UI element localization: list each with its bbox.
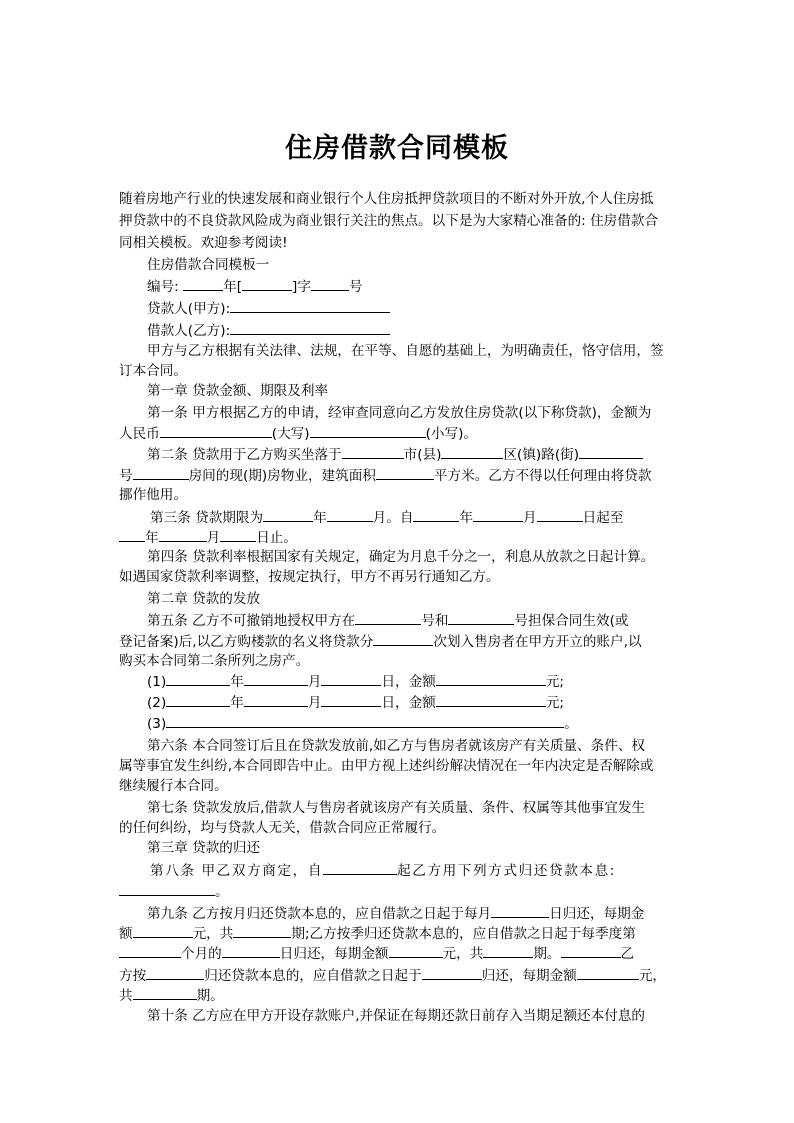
year-label-3: 年	[145, 530, 159, 546]
article-8-text-2: 起乙方用下列方式归还贷款本息:	[397, 863, 616, 879]
article-6-line-3: 继续履行本合同。	[119, 778, 228, 794]
article-2-text-3: 平方米。乙方不得以任何理由将贷款	[433, 468, 652, 484]
contract-number-line	[147, 276, 363, 297]
article-9-text-1: 第九条 乙方按月归还贷款本息的，应自借款之日起于每月	[147, 906, 492, 922]
preamble-line-2: 订本合同。	[119, 363, 187, 379]
blank-end-month[interactable]	[159, 527, 207, 542]
hao-and-label: 号和	[421, 613, 449, 629]
blank-pay3[interactable]	[166, 713, 564, 728]
blank-amount-digits[interactable]	[310, 423, 426, 438]
article-5-text-3: 登记备案)后,以乙方购楼款的名义将贷款分	[119, 634, 374, 650]
blank-county[interactable]	[441, 444, 503, 459]
article-9-line-2	[119, 923, 636, 944]
blank-term-years[interactable]	[263, 507, 313, 522]
blank-quarter-day[interactable]	[222, 943, 280, 958]
month-label-3: 月	[206, 530, 221, 546]
article-7-line-1: 第七条 贷款发放后,借款人与售房者就该房产有关质量、条件、权属等其他事宜发生	[147, 800, 646, 816]
article-1-line-1: 第一条 甲方根据乙方的申请，经审查同意向乙方发放住房贷款(以下称贷款)，金额为	[147, 405, 652, 421]
article-9-text-6: 个月的	[181, 946, 222, 962]
city-label: 市(县)	[403, 447, 442, 463]
article-8-line-1	[150, 860, 616, 881]
template-heading: 住房借款合同模板一	[147, 257, 270, 273]
blank-start-month[interactable]	[473, 507, 523, 522]
article-9-text-2: 日归还，每期金	[549, 906, 645, 922]
article-3-text: 第三条 贷款期限为	[150, 510, 264, 526]
article-9-text-10: 乙	[620, 946, 635, 962]
article-8-line-2	[119, 881, 229, 902]
month-label-2: 月	[523, 510, 537, 526]
blank-pay2-day[interactable]	[321, 692, 381, 707]
article-9-text-3: 额	[119, 926, 133, 942]
blank-amount-words[interactable]	[160, 423, 272, 438]
payment-line-3	[147, 713, 578, 734]
payment-index-2: (2)	[147, 695, 167, 711]
article-9-text-16: 期。	[196, 988, 224, 1004]
article-9-text-8: 元，共	[442, 946, 484, 962]
blank-quarter-periods[interactable]	[483, 943, 533, 958]
article-10-line-1: 第十条 乙方应在甲方开设存款账户,并保证在每期还款日前存入当期足额还本付息的	[147, 1008, 646, 1024]
bracket-text: ]字	[292, 279, 311, 295]
year-label: 年	[313, 510, 327, 526]
blank-monthly-day[interactable]	[491, 903, 549, 918]
article-5-line-1	[147, 610, 628, 631]
pay1-day-label: 日，金额	[381, 674, 436, 690]
payment-index-1: (1)	[147, 674, 167, 690]
blank-year[interactable]	[183, 276, 223, 291]
article-9-text-5: 期;乙方按季归还贷款本息的，应自借款之日起于每季度第	[291, 926, 636, 942]
borrower-label: 借款人(乙方):	[147, 323, 231, 339]
blank-location[interactable]	[342, 444, 404, 459]
lender-line	[147, 298, 390, 319]
intro-line-3: 同相关模板。欢迎参考阅读!	[119, 235, 288, 251]
article-8-end: 。	[215, 884, 229, 900]
hao-label: 号	[119, 468, 133, 484]
blank-quarter-amount[interactable]	[389, 943, 443, 958]
intro-line-1: 随着房地产行业的快速发展和商业银行个人住房抵押贷款项目的不断对外开放,个人住房抵	[119, 191, 654, 207]
lender-label: 贷款人(甲方):	[147, 301, 231, 317]
article-9-line-3	[119, 943, 634, 964]
blank-contract-2[interactable]	[448, 610, 514, 625]
borrower-line	[147, 320, 390, 341]
pay2-month-label: 月	[307, 695, 322, 711]
from-label: 日起至	[582, 510, 624, 526]
blank-area[interactable]	[376, 465, 434, 480]
blank-other-method[interactable]	[146, 965, 204, 980]
article-4-line-1: 第四条 贷款利率根据国家有关规定，确定为月息千分之一，利息从放款之日起计算。	[147, 549, 655, 565]
article-9-text-12: 归还贷款本息的，应自借款之日起于	[204, 968, 422, 984]
blank-end-year[interactable]	[119, 527, 145, 542]
article-6-line-1: 第六条 本合同签订后且在贷款发放前,如乙方与售房者就该房产有关质量、条件、权	[147, 738, 646, 754]
article-9-line-1	[147, 903, 644, 924]
pay1-year-label: 年	[230, 674, 244, 690]
payment-index-3: (3)	[147, 716, 167, 732]
article-2-text-2: 房间的现(期)房物业，建筑面积	[188, 468, 376, 484]
blank-borrower[interactable]	[230, 320, 390, 335]
year-text: 年[	[223, 279, 243, 295]
article-9-text-9: 期。	[533, 946, 561, 962]
blank-room[interactable]	[133, 465, 189, 480]
article-1-line-2	[119, 423, 477, 444]
blank-start-day[interactable]	[537, 507, 583, 522]
blank-end-day[interactable]	[220, 527, 256, 542]
article-9-text-4: 元，共	[192, 926, 234, 942]
article-5-text: 第五条 乙方不可撤销地授权甲方在	[147, 613, 356, 629]
article-3-line-2	[119, 527, 297, 548]
article-5-line-3: 购买本合同第二条所列之房产。	[119, 653, 310, 669]
blank-other-gap[interactable]	[561, 943, 621, 958]
blank-code[interactable]	[242, 276, 292, 291]
pay1-yuan-label: 元;	[545, 674, 565, 690]
blank-quarter-month[interactable]	[119, 943, 181, 958]
blank-pay1-day[interactable]	[321, 671, 381, 686]
blank-pay2-year[interactable]	[166, 692, 230, 707]
article-8-text: 第八条 甲乙双方商定，自	[150, 863, 324, 879]
chapter-3-heading: 第三章 贷款的归还	[147, 840, 261, 856]
pay1-month-label: 月	[307, 674, 322, 690]
blank-monthly-amount[interactable]	[133, 923, 193, 938]
uppercase-label: (大写)	[271, 426, 310, 442]
until-label: 日止。	[256, 530, 297, 546]
blank-pay2-month[interactable]	[244, 692, 308, 707]
hao-text: 号	[348, 279, 363, 295]
district-label: 区(镇)路(街)	[503, 447, 580, 463]
article-9-text-15: 共	[119, 988, 133, 1004]
preamble-line-1: 甲方与乙方根据有关法律、法规，在平等、自愿的基础上，为明确责任，恪守信用，签	[147, 343, 664, 359]
article-2-text: 第二条 贷款用于乙方购买坐落于	[147, 447, 342, 463]
blank-street[interactable]	[579, 444, 643, 459]
article-5-line-2	[119, 631, 642, 652]
article-4-line-2: 如遇国家贷款利率调整，按规定执行，甲方不再另行通知乙方。	[119, 569, 500, 585]
chapter-1-heading: 第一章 贷款金额、期限及利率	[147, 383, 329, 399]
pay2-yuan-label: 元;	[545, 695, 565, 711]
blank-start-year[interactable]	[413, 507, 459, 522]
blank-pay2-amount[interactable]	[436, 692, 546, 707]
blank-monthly-periods[interactable]	[233, 923, 291, 938]
article-7-line-2: 的任何纠纷，均与贷款人无关，借款合同应正常履行。	[119, 820, 446, 836]
blank-pay1-amount[interactable]	[436, 671, 546, 686]
blank-pay1-month[interactable]	[244, 671, 308, 686]
article-9-line-5	[119, 985, 224, 1006]
month-label: 月。自	[372, 510, 414, 526]
number-label: 编号:	[147, 279, 179, 295]
blank-other-periods[interactable]	[133, 985, 197, 1000]
blank-pay1-year[interactable]	[166, 671, 230, 686]
article-2-line-2	[119, 465, 651, 486]
pay3-end: 。	[564, 716, 578, 732]
article-9-text-14: 元，	[638, 968, 667, 984]
blank-other-day[interactable]	[422, 965, 482, 980]
blank-other-amount[interactable]	[577, 965, 639, 980]
article-2-line-1	[147, 444, 643, 465]
lowercase-label: (小写)。	[425, 426, 477, 442]
intro-line-2: 押贷款中的不良贷款风险成为商业银行关注的焦点。以下是为大家精心准备的: 住房借款合	[119, 213, 659, 229]
article-9-text-7: 日归还，每期金额	[279, 946, 389, 962]
article-9-text-11: 方按	[119, 968, 147, 984]
payment-line-2	[147, 692, 564, 713]
blank-contract-1[interactable]	[355, 610, 421, 625]
blank-repay-start[interactable]	[323, 860, 397, 875]
blank-installments[interactable]	[373, 631, 433, 646]
article-3-line-1	[150, 507, 623, 528]
article-9-line-4	[119, 965, 666, 986]
blank-repay-method[interactable]	[119, 881, 215, 896]
blank-lender[interactable]	[230, 298, 390, 313]
chapter-2-heading: 第二章 贷款的发放	[147, 591, 261, 607]
year-label-2: 年	[459, 510, 474, 526]
article-2-line-3: 挪作他用。	[119, 487, 187, 503]
rmb-label: 人民币	[119, 426, 160, 442]
blank-term-months[interactable]	[327, 507, 373, 522]
pay2-year-label: 年	[230, 695, 244, 711]
article-9-text-13: 归还，每期金额	[481, 968, 577, 984]
document-title: 住房借款合同模板	[285, 133, 509, 164]
article-5-text-4: 次划入售房者在甲方开立的账户,以	[433, 634, 642, 650]
pay2-day-label: 日，金额	[381, 695, 436, 711]
payment-line-1	[147, 671, 564, 692]
article-5-text-2: 号担保合同生效(或	[514, 613, 629, 629]
article-6-line-2: 属等事宜发生纠纷,本合同即告中止。由甲方视上述纠纷解决情况在一年内决定是否解除或	[119, 758, 654, 774]
blank-number[interactable]	[311, 276, 349, 291]
